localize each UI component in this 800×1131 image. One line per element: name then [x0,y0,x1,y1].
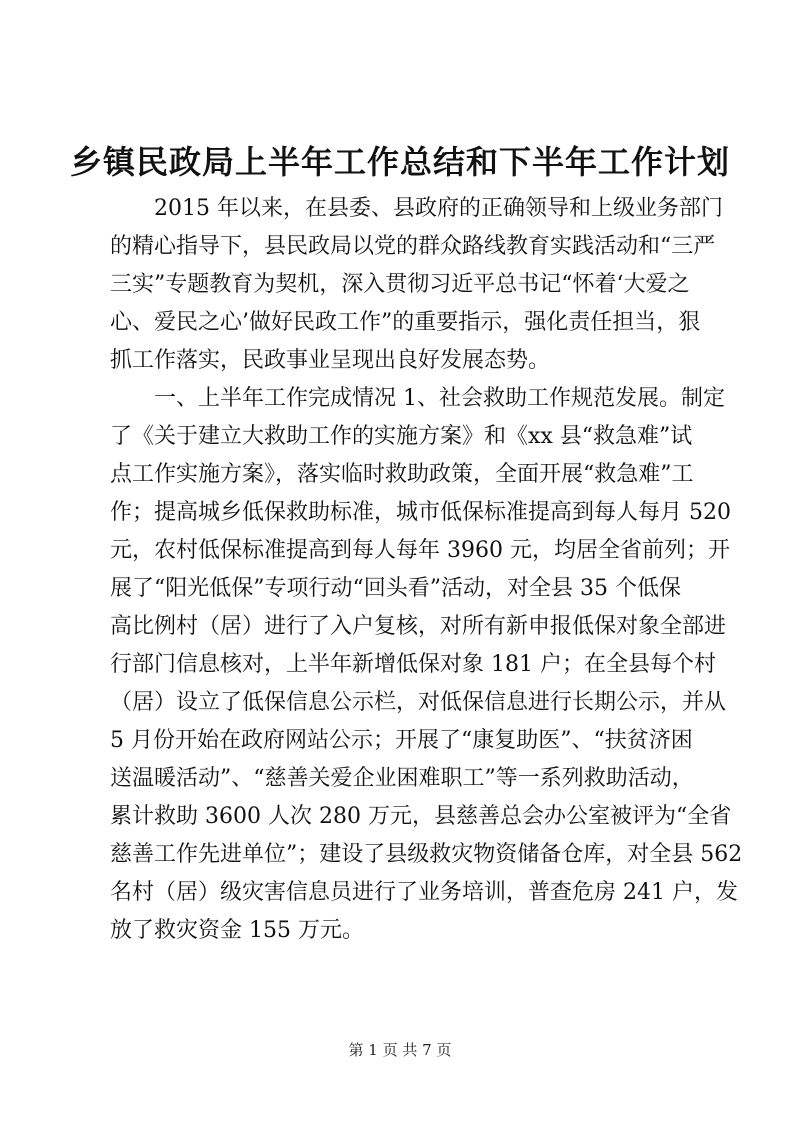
paragraph-line: 累计救助 3600 人次 280 万元，县慈善总会办公室被评为“全省 [110,804,732,829]
paragraph-line: 名村（居）级灾害信息员进行了业务培训，普查危房 241 户，发 [110,880,738,905]
paragraph-social-assistance [110,380,743,950]
document-body [110,190,743,950]
paragraph-line: 放了救灾资金 155 万元。 [110,918,364,943]
paragraph-line: 三实”专题教育为契机，深入贯彻习近平总书记“怀着‘大爱之 [110,272,690,297]
paragraph-line: 的精心指导下，县民政局以党的群众路线教育实践活动和“三严 [110,234,716,259]
document-title: 乡镇民政局上半年工作总结和下半年工作计划 [69,143,730,181]
paragraph-intro [110,190,723,380]
paragraph-line: 作；提高城乡低保救助标准，城市低保标准提高到每人每月 520 [110,500,731,525]
paragraph-line: 展了“阳光低保”专项行动“回头看”活动，对全县 35 个低保 [110,576,681,601]
paragraph-line: 了《关于建立大救助工作的实施方案》和《xx 县“救急难”试 [110,424,693,449]
paragraph-line: （居）设立了低保信息公示栏，对低保信息进行长期公示，并从 [110,690,727,715]
paragraph-line: 慈善工作先进单位”；建设了县级救灾物资储备仓库，对全县 562 [110,842,743,867]
paragraph-line: 送温暖活动”、“慈善关爱企业困难职工”等一系列救助活动， [110,766,694,791]
paragraph-line: 心、爱民之心’做好民政工作”的重要指示，强化责任担当，狠 [110,310,701,335]
paragraph-line: 元，农村低保标准提高到每人每年 3960 元，均居全省前列；开 [110,538,730,563]
paragraph-line: 5 月份开始在政府网站公示；开展了“康复助医”、“扶贫济困 [110,728,693,753]
paragraph-line: 一、上半年工作完成情况 1、社会救助工作规范发展。制定 [154,386,725,411]
paragraph-line: 2015 年以来，在县委、县政府的正确领导和上级业务部门 [154,196,723,221]
paragraph-line: 点工作实施方案》，落实临时救助政策，全面开展“救急难”工 [110,462,694,487]
paragraph-line: 高比例村（居）进行了入户复核，对所有新申报低保对象全部进 [110,614,727,639]
page-number-footer: 第 1 页 共 7 页 [348,1041,452,1059]
paragraph-line: 抓工作落实，民政事业呈现出良好发展态势。 [110,348,551,373]
paragraph-line: 行部门信息核对，上半年新增低保对象 181 户；在全县每个村 [110,652,716,677]
